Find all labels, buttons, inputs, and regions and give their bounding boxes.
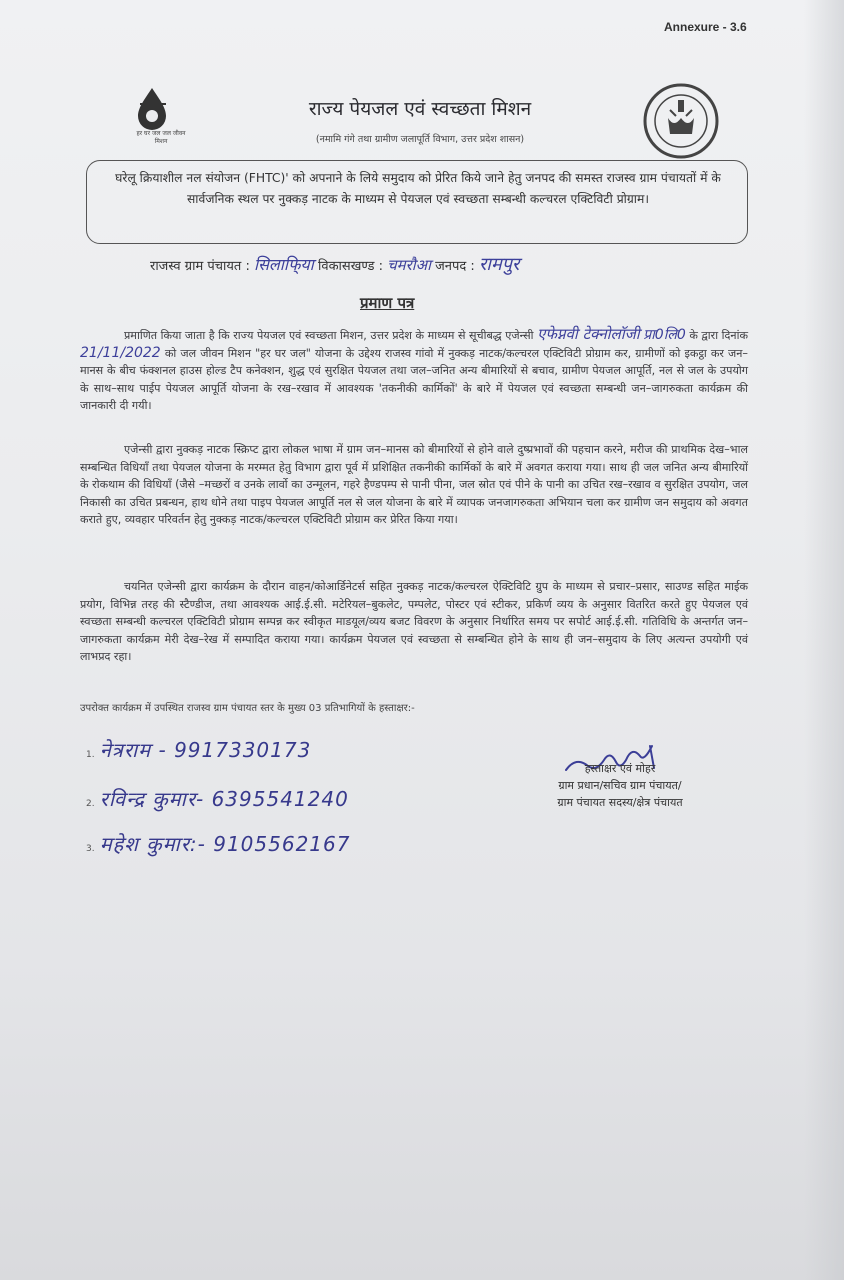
p1-intro: प्रमाणित किया जाता है कि राज्य पेयजल एवं स्वच्छता मिशन, उत्तर प्रदेश के माध्यम से सूचीबद्ध एजेन्सी — [124, 329, 534, 342]
p3-body: चयनित एजेन्सी द्वारा कार्यक्रम के दौरान वाहन/कोआर्डिनेटर्स सहित नुक्कड़ नाटक/कल्चरल ऐक्टिविटि ग्रुप के माध्यम से प्रचार–प्रसार, साउण्ड सहित माईक प्रयोग, विभिन्न तरह की स्टैण्डीज, तथा आवश्यक आई.ई.सी. मटेरियल–बुकलेट, पम्पलेट, पोस्टर एवं स्टीकर, प्रकिर्ण व्यय के अनुसार वितरित करते हुए पेयजल एवं स्वच्छता सम्बन्धी कल्चरल एक्टिविटी प्रोग्राम सम्पन्न कर स्वीकृत माडयूल/व्यय बजट विवरण के अनुसार निर्धारित समय पर सपोर्ट आई.ई.सी. गतिविधि के अन्तर्गत जन–जागरुकता कार्यक्रम मेरी देख–रेख में सम्पादित कराया गया। कार्यक्रम पेयजल एवं स्वच्छता से सम्बन्धित होने के साथ ही जन–समुदाय के लिए अत्यन्त उपयोगी एवं लाभप्रद रहा। — [80, 580, 748, 663]
uttar-pradesh-emblem — [640, 80, 722, 162]
participant-entry: रविन्द्र कुमार- 6395541240 — [99, 787, 349, 811]
participant-number: 3. — [86, 844, 95, 854]
participant-entry: नेत्रराम - 9917330173 — [99, 738, 312, 762]
prefix-handwritten: प्रा0लि0 — [643, 327, 686, 343]
participants-intro: उपरोक्त कार्यक्रम में उपस्थित राजस्व ग्राम पंचायत स्तर के मुख्य 03 प्रतिभागियों के हस्ताक्षर:- — [80, 703, 415, 714]
block-label: विकासखण्ड : — [317, 259, 383, 274]
participant-row — [86, 830, 350, 857]
annexure-label: Annexure - 3.6 — [664, 20, 747, 34]
page-subtitle: (नमामि गंगे तथा ग्रामीण जलापूर्ति विभाग, उत्तर प्रदेश शासन) — [315, 134, 525, 145]
jal-jeevan-mission-logo — [130, 82, 192, 152]
district-label: जनपद : — [435, 259, 475, 274]
p2-body: एजेन्सी द्वारा नुक्कड़ नाटक स्क्रिप्ट द्वारा लोकल भाषा में ग्राम जन–मानस को बीमारियों से होने वाले दुष्प्रभावों की पहचान करने, मरीज की प्राथमिक देख–भाल सम्बन्धित विधियाँ तथा पेयजल योजना के मरम्मत हेतु विभाग द्वारा पूर्व में प्रशिक्षित तकनीकी कार्मिकों के बारे में अवगत कराया गया। साथ ही जल जनित अन्य बीमारियों के रोकथाम की विधियाँ (जैसे –मच्छरों व उनके लार्वो का उन्मूलन, गहरे हैण्डपम्प से पानी पीना, जल स्रोत एवं पीने के पानी का उचित रख–रखाव व सुरक्षित उपयोग, जल निकासी का उचित प्रबन्धन, हाथ धोने तथा पाइप पेयजल आपूर्ति नल से जल योजना के बारे में व्यापक जनजागरुकता अभियान चला कर ग्रामीण जन समुदाय को अवगत कराते हुए, व्यवहार परिवर्तन हेतु नुक्कड़ नाटक/कल्चरल एक्टिविटी प्रोग्राम कर प्रेरित किया गया। — [80, 443, 748, 526]
page-title: राज्य पेयजल एवं स्वच्छता मिशन — [308, 98, 532, 120]
agency-name-handwritten: एफेप्नवी टेक्नोलॉजी — [537, 325, 640, 343]
paragraph-3 — [80, 578, 748, 666]
gram-label: राजस्व ग्राम पंचायत : — [150, 259, 250, 274]
participant-number: 1. — [86, 750, 95, 760]
paragraph-2 — [80, 441, 748, 529]
block-value: चमरौआ — [387, 256, 431, 274]
signature-role-2: ग्राम पंचायत सदस्य/क्षेत्र पंचायत — [557, 796, 683, 809]
paragraph-1 — [80, 326, 748, 415]
date-handwritten: 21/11/2022 — [80, 344, 161, 361]
logo-caption: हर घर जल जल जीवन मिशन — [136, 130, 186, 145]
signature-role-1: ग्राम प्रधान/सचिव ग्राम पंचायत/ — [558, 779, 682, 792]
certificate-title: प्रमाण पत्र — [360, 294, 415, 312]
participant-entry: महेश कुमार:- 9105562167 — [99, 832, 351, 856]
participant-row — [86, 785, 349, 812]
p1-body: को जल जीवन मिशन "हर घर जल" योजना के उद्देश्य राजस्व गांवो में नुक्कड़ नाटक/कल्चरल एक्टिविटी प्रोग्राम कर, ग्रामीणों को इकट्ठा कर जन–मानस के बीच फंक्शनल हाउस होल्ड टैप कनेक्शन, शुद्ध एवं सुरक्षित पेयजल तथा जल–जनित अन्य बीमारियों से बचाव, ग्रामीण पेयजल आपूर्ति, नल से जल के उपयोग के साथ–साथ पाईप पेयजल आपूर्ति योजना के रख–रखाव में आवश्यक 'तकनीकी कार्मिकों' के बारे में पेयजल एवं स्वच्छता सम्बन्धी जन–जागरुकता कार्यक्रम की जानकारी दी गयी। — [80, 346, 748, 412]
gram-value: सिलाफि्या — [253, 255, 314, 274]
participant-number: 2. — [86, 799, 95, 809]
participant-row — [86, 736, 311, 763]
signature-block — [530, 760, 710, 811]
p1-date-label: के द्वारा दिनांक — [689, 329, 748, 342]
signature-caption: हस्ताक्षर एवं मोहर — [584, 762, 656, 775]
location-row — [150, 252, 710, 276]
program-description: घरेलू क्रियाशील नल संयोजन (FHTC)' को अपनाने के लिये समुदाय को प्रेरित किये जाने हेतु जनपद की समस्त राजस्व ग्राम पंचायतों में के सार्वजनिक स्थल पर नुक्कड़ नाटक के माध्यम से पेयजल एवं स्वच्छता सम्बन्धी कल्चरल एक्टिविटी प्रोग्राम। — [115, 171, 721, 206]
district-value: रामपुर — [478, 254, 520, 275]
